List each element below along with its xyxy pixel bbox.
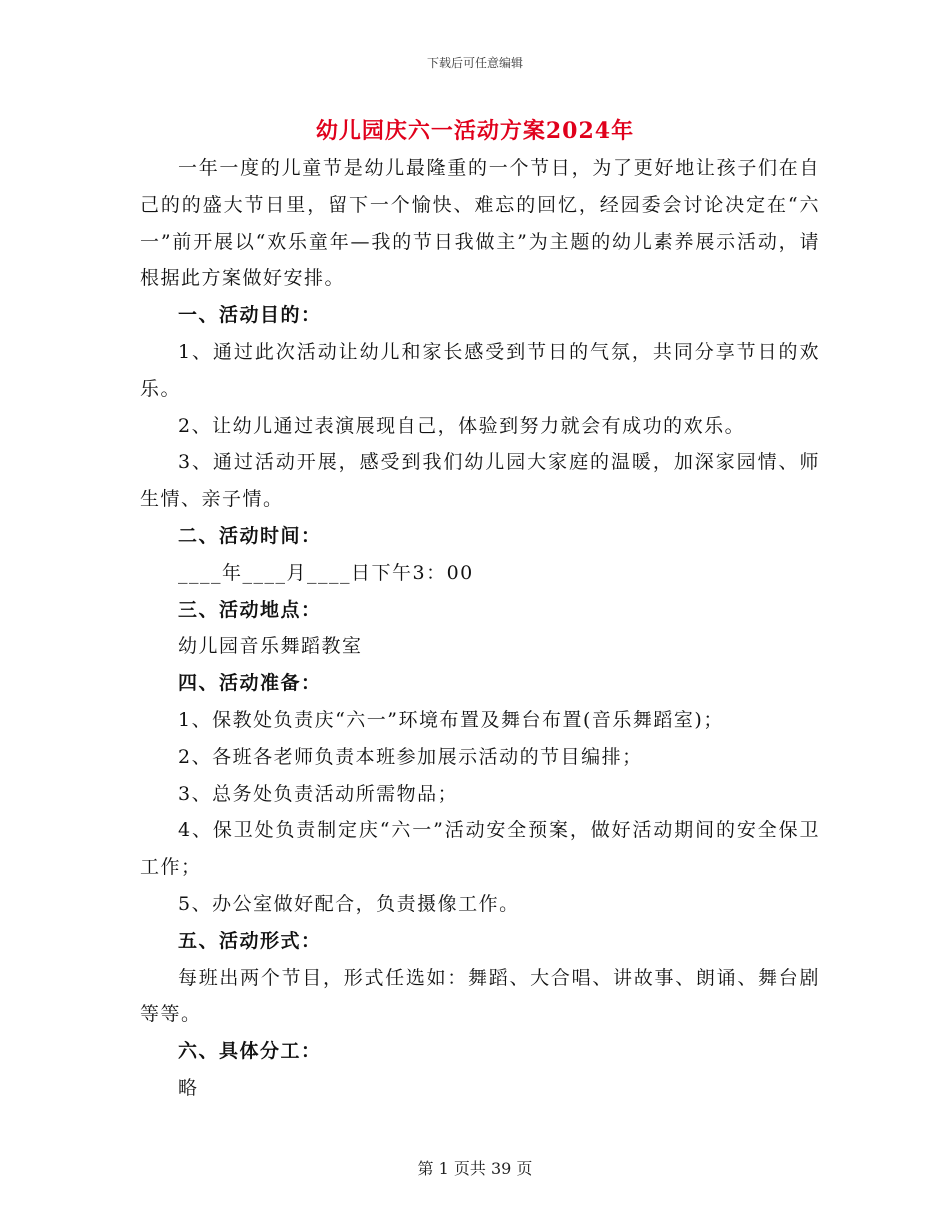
- section-heading-preparation: 四、活动准备：: [178, 672, 322, 695]
- section-heading-time: 二、活动时间：: [178, 524, 322, 547]
- intro-paragraph: 一年一度的儿童节是幼儿最隆重的一个节日，为了更好地让孩子们在自己的的盛大节日里，留下一个愉快、难忘的回忆，经园委会讨论决定在“六一”前开展以“欢乐童年—我的节日我做主”为主题的幼儿素养展示活动，请根据此方案做好安排。: [140, 157, 820, 290]
- preparation-item: 2、各班各老师负责本班参加展示活动的节目编排；: [178, 745, 643, 768]
- purpose-item: 1、通过此次活动让幼儿和家长感受到节日的气氛，共同分享节日的欢乐。: [140, 340, 820, 400]
- preparation-item: 4、保卫处负责制定庆“六一”活动安全预案，做好活动期间的安全保卫工作；: [140, 819, 820, 879]
- purpose-item: 3、通过活动开展，感受到我们幼儿园大家庭的温暖，加深家园情、师生情、亲子情。: [140, 451, 820, 511]
- section-heading-location: 三、活动地点：: [178, 598, 322, 621]
- document-title: 幼儿园庆六一活动方案2024年: [315, 118, 635, 144]
- section-heading-format: 五、活动形式：: [178, 929, 322, 952]
- section-heading-division: 六、具体分工：: [178, 1040, 322, 1063]
- time-text: ____年____月____日下午3：00: [178, 561, 474, 584]
- preparation-item: 5、办公室做好配合，负责摄像工作。: [178, 892, 520, 915]
- division-text: 略: [178, 1076, 199, 1099]
- location-text: 幼儿园音乐舞蹈教室: [178, 635, 363, 658]
- page-number: 第 1 页共 39 页: [417, 1159, 533, 1178]
- preparation-item: 3、总务处负责活动所需物品；: [178, 782, 459, 805]
- section-heading-purpose: 一、活动目的：: [178, 304, 322, 327]
- format-text: 每班出两个节目，形式任选如：舞蹈、大合唱、讲故事、朗诵、舞台剧等等。: [140, 966, 820, 1026]
- document-body: [140, 150, 820, 1107]
- page-header-note: 下载后可任意编辑: [426, 56, 523, 70]
- preparation-item: 1、保教处负责庆“六一”环境布置及舞台布置(音乐舞蹈室)；: [178, 708, 724, 731]
- purpose-item: 2、让幼儿通过表演展现自己，体验到努力就会有成功的欢乐。: [178, 414, 746, 437]
